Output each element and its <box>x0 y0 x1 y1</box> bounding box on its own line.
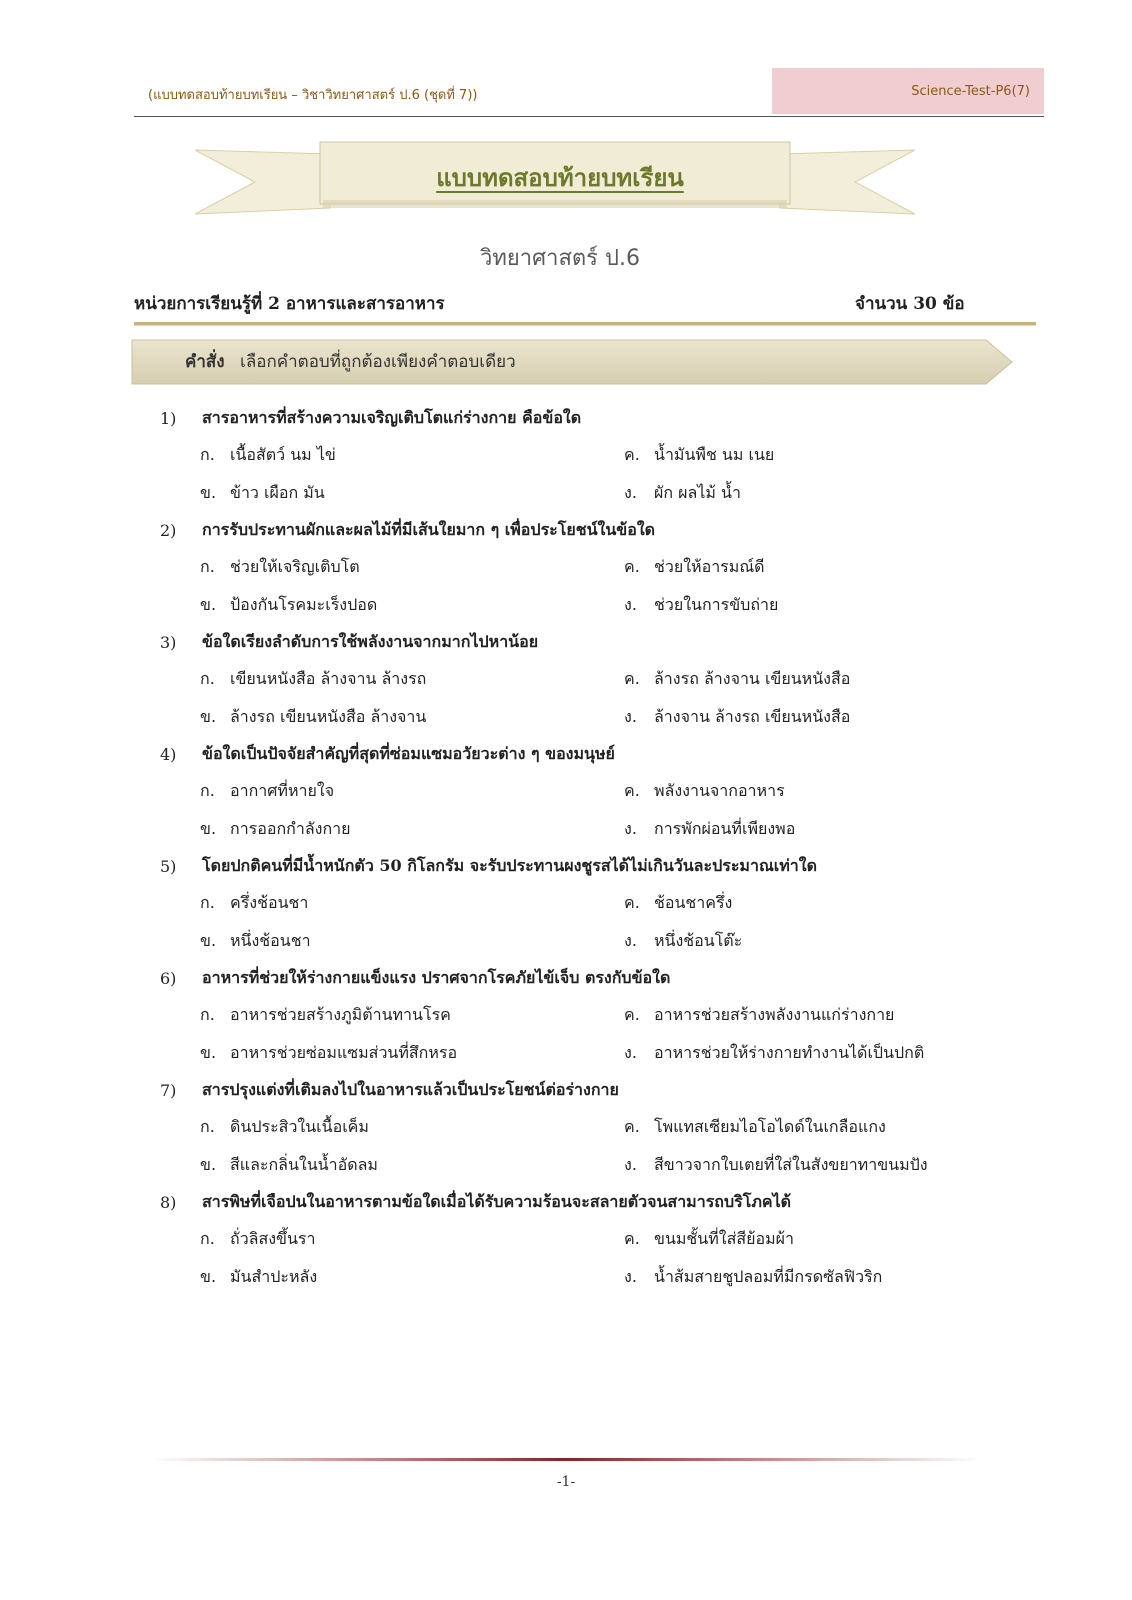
instruction-label: คำสั่ง <box>185 352 225 372</box>
choice-a[interactable] <box>200 436 624 474</box>
choice-text: ช้อนชาครึ่ง <box>654 892 733 912</box>
choice-b[interactable] <box>200 922 624 960</box>
choice-text: อาหารช่วยให้ร่างกายทำงานได้เป็นปกติ <box>654 1042 925 1062</box>
question <box>160 512 1040 624</box>
choice-text: เขียนหนังสือ ล้างจาน ล้างรถ <box>230 668 427 688</box>
choice-text: หนึ่งช้อนโต๊ะ <box>654 930 743 950</box>
choice-key: ก. <box>200 1004 215 1024</box>
choice-c[interactable] <box>624 772 1044 810</box>
choice-key: ค. <box>624 556 640 576</box>
choice-text: สีและกลิ่นในน้ำอัดลม <box>230 1154 378 1174</box>
choice-text: หนึ่งช้อนชา <box>230 930 311 950</box>
choice-d[interactable] <box>624 698 1044 736</box>
choice-text: ล้างรถ ล้างจาน เขียนหนังสือ <box>654 668 851 688</box>
choice-c[interactable] <box>624 436 1044 474</box>
exam-title: แบบทดสอบท้ายบทเรียน <box>436 164 684 192</box>
header-title: (แบบทดสอบท้ายบทเรียน – วิชาวิทยาศาสตร์ ป.6 (ชุดที่ 7)) <box>148 88 478 103</box>
choice-text: การออกกำลังกาย <box>230 818 351 838</box>
choice-key: ง. <box>624 482 637 502</box>
question-list <box>160 400 1040 1296</box>
question-number: 7) <box>160 1080 177 1100</box>
question-number: 8) <box>160 1192 177 1212</box>
choice-d[interactable] <box>624 1146 1044 1184</box>
question-count: จำนวน 30 ข้อ <box>855 294 965 314</box>
choice-key: ง. <box>624 930 637 950</box>
question-number: 4) <box>160 744 177 764</box>
choice-b[interactable] <box>200 586 624 624</box>
choice-b[interactable] <box>200 698 624 736</box>
choice-text: ป้องกันโรคมะเร็งปอด <box>230 594 378 614</box>
choice-text: ข้าว เผือก มัน <box>230 482 325 502</box>
choice-key: ก. <box>200 780 215 800</box>
choice-key: ง. <box>624 818 637 838</box>
choice-text: ขนมชั้นที่ใส่สีย้อมผ้า <box>654 1228 794 1248</box>
choice-key: ง. <box>624 1266 637 1286</box>
choice-text: พลังงานจากอาหาร <box>654 780 785 800</box>
choice-key: ก. <box>200 1228 215 1248</box>
choice-a[interactable] <box>200 1220 624 1258</box>
choice-c[interactable] <box>624 884 1044 922</box>
choice-c[interactable] <box>624 996 1044 1034</box>
question-text: สารปรุงแต่งที่เติมลงไปในอาหารแล้วเป็นประโยชน์ต่อร่างกาย <box>202 1079 619 1099</box>
choice-d[interactable] <box>624 922 1044 960</box>
choice-c[interactable] <box>624 660 1044 698</box>
question <box>160 848 1040 960</box>
choice-b[interactable] <box>200 810 624 848</box>
choice-text: ช่วยให้อารมณ์ดี <box>654 556 765 576</box>
choice-text: อาหารช่วยสร้างพลังงานแก่ร่างกาย <box>654 1004 895 1024</box>
question-number: 1) <box>160 408 177 428</box>
choice-text: อาหารช่วยซ่อมแซมส่วนที่สึกหรอ <box>230 1042 458 1062</box>
question-text: อาหารที่ช่วยให้ร่างกายแข็งแรง ปราศจากโรคภัยไข้เจ็บ ตรงกับข้อใด <box>202 967 671 987</box>
choice-text: ล้างรถ เขียนหนังสือ ล้างจาน <box>230 706 427 726</box>
subject-title: วิทยาศาสตร์ ป.6 <box>480 246 640 271</box>
choice-a[interactable] <box>200 772 624 810</box>
choice-c[interactable] <box>624 1220 1044 1258</box>
choice-c[interactable] <box>624 548 1044 586</box>
unit-divider <box>134 322 1036 326</box>
choice-text: เนื้อสัตว์ นม ไข่ <box>230 444 336 464</box>
choice-key: ก. <box>200 892 215 912</box>
choice-a[interactable] <box>200 1108 624 1146</box>
choice-key: ง. <box>624 706 637 726</box>
choice-key: ก. <box>200 668 215 688</box>
choice-d[interactable] <box>624 586 1044 624</box>
choice-text: ดินประสิวในเนื้อเค็ม <box>230 1116 369 1136</box>
question-text: สารพิษที่เจือปนในอาหารตามข้อใดเมื่อได้รับความร้อนจะสลายตัวจนสามารถบริโภคได้ <box>202 1191 792 1211</box>
header-divider <box>134 116 1044 117</box>
choice-text: อาหารช่วยสร้างภูมิต้านทานโรค <box>230 1004 451 1024</box>
choice-text: ถั่วลิสงขึ้นรา <box>230 1228 316 1248</box>
question <box>160 624 1040 736</box>
choice-key: ง. <box>624 1154 637 1174</box>
choice-key: ข. <box>200 1042 217 1062</box>
choice-key: ค. <box>624 1004 640 1024</box>
choice-key: ข. <box>200 1266 217 1286</box>
question-number: 3) <box>160 632 177 652</box>
choice-a[interactable] <box>200 548 624 586</box>
choice-b[interactable] <box>200 1034 624 1072</box>
choice-d[interactable] <box>624 474 1044 512</box>
question-text: ข้อใดเป็นปัจจัยสำคัญที่สุดที่ซ่อมแซมอวัยวะต่าง ๆ ของมนุษย์ <box>202 743 615 763</box>
question-number: 5) <box>160 856 177 876</box>
choice-text: มันสำปะหลัง <box>230 1266 318 1286</box>
choice-c[interactable] <box>624 1108 1044 1146</box>
header-code-text: Science-Test-P6(7) <box>911 83 1030 99</box>
choice-key: ข. <box>200 482 217 502</box>
instruction-text: เลือกคำตอบที่ถูกต้องเพียงคำตอบเดียว <box>240 352 516 372</box>
choice-a[interactable] <box>200 996 624 1034</box>
question <box>160 400 1040 512</box>
choice-text: ช่วยให้เจริญเติบโต <box>230 556 360 576</box>
question <box>160 1072 1040 1184</box>
choice-text: ครึ่งช้อนชา <box>230 892 309 912</box>
choice-text: อากาศที่หายใจ <box>230 780 335 800</box>
choice-key: ค. <box>624 668 640 688</box>
choice-d[interactable] <box>624 810 1044 848</box>
choice-d[interactable] <box>624 1034 1044 1072</box>
instruction <box>185 348 516 375</box>
choice-key: ข. <box>200 1154 217 1174</box>
choice-key: ก. <box>200 556 215 576</box>
choice-text: สีขาวจากใบเตยที่ใส่ในสังขยาทาขนมปัง <box>654 1154 928 1174</box>
choice-b[interactable] <box>200 1258 624 1296</box>
choice-text: ล้างจาน ล้างรถ เขียนหนังสือ <box>654 706 851 726</box>
choice-key: ค. <box>624 1228 640 1248</box>
choice-b[interactable] <box>200 1146 624 1184</box>
question-number: 2) <box>160 520 177 540</box>
question-text: โดยปกติคนที่มีน้ำหนักตัว 50 กิโลกรัม จะรับประทานผงชูรสได้ไม่เกินวันละประมาณเท่าใด <box>202 855 817 875</box>
footer-divider <box>150 1456 982 1464</box>
header-code <box>772 68 1044 114</box>
unit-name: หน่วยการเรียนรู้ที่ 2 อาหารและสารอาหาร <box>134 294 445 314</box>
choice-text: น้ำส้มสายชูปลอมที่มีกรดซัลฟิวริก <box>654 1266 883 1286</box>
question-text: การรับประทานผักและผลไม้ที่มีเส้นใยมาก ๆ เพื่อประโยชน์ในข้อใด <box>202 519 656 539</box>
choice-text: ช่วยในการขับถ่าย <box>654 594 779 614</box>
page-number: -1- <box>556 1474 576 1490</box>
choice-text: ผัก ผลไม้ น้ำ <box>654 482 741 502</box>
choice-key: ค. <box>624 892 640 912</box>
question-number: 6) <box>160 968 177 988</box>
choice-text: การพักผ่อนที่เพียงพอ <box>654 818 796 838</box>
choice-key: ง. <box>624 594 637 614</box>
choice-a[interactable] <box>200 660 624 698</box>
choice-d[interactable] <box>624 1258 1044 1296</box>
question-text: ข้อใดเรียงลำดับการใช้พลังงานจากมากไปหาน้อย <box>202 631 539 651</box>
choice-key: ก. <box>200 444 215 464</box>
question <box>160 960 1040 1072</box>
choice-key: ข. <box>200 594 217 614</box>
choice-key: ค. <box>624 1116 640 1136</box>
choice-text: โพแทสเซียมไอโอไดด์ในเกลือแกง <box>654 1116 886 1136</box>
choice-key: ข. <box>200 930 217 950</box>
choice-key: ข. <box>200 818 217 838</box>
question <box>160 1184 1040 1296</box>
choice-key: ง. <box>624 1042 637 1062</box>
choice-key: ค. <box>624 780 640 800</box>
choice-b[interactable] <box>200 474 624 512</box>
question <box>160 736 1040 848</box>
choice-text: น้ำมันพืช นม เนย <box>654 444 775 464</box>
choice-key: ข. <box>200 706 217 726</box>
choice-key: ค. <box>624 444 640 464</box>
question-text: สารอาหารที่สร้างความเจริญเติบโตแก่ร่างกาย คือข้อใด <box>202 407 582 427</box>
choice-a[interactable] <box>200 884 624 922</box>
choice-key: ก. <box>200 1116 215 1136</box>
